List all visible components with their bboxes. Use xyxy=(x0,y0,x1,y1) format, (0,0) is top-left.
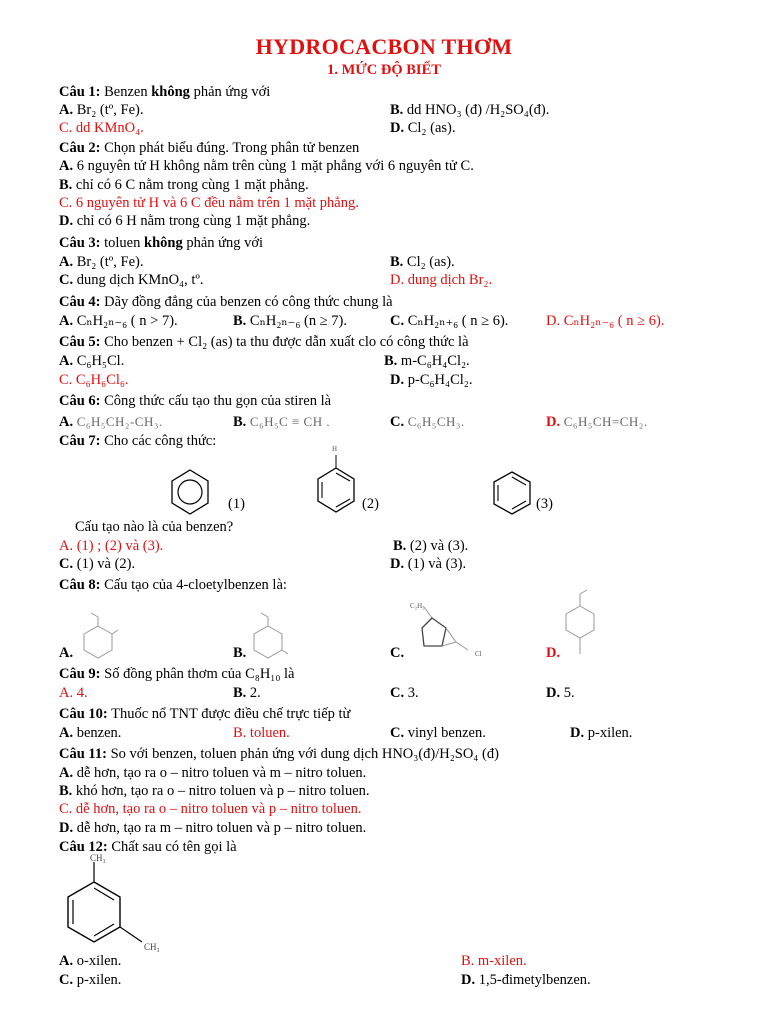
q9-option-d: D. 5. xyxy=(546,685,575,701)
q9-option-a-answer: A. 4. xyxy=(59,685,88,701)
q8-c-chloro-label: Cl xyxy=(475,650,482,658)
q1-option-d: D. Cl₂ (as). xyxy=(390,120,456,136)
q6-option-a: A. C₆H₅CH₂-CH₃. xyxy=(59,414,163,430)
q1-option-c-answer: C. dd KMnO₄. xyxy=(59,120,144,136)
page-title: HYDROCACBON THƠM xyxy=(255,34,513,59)
q7-option-c: C. (1) và (2). xyxy=(59,556,136,572)
q8-option-c: C. xyxy=(390,645,405,661)
q9-option-b: B. 2. xyxy=(233,685,261,701)
question-7: Câu 7: Cho các công thức: xyxy=(59,433,217,449)
benzene-structure-3 xyxy=(490,470,534,516)
benzene-structure-1 xyxy=(168,468,212,516)
q1-stem-pre: Benzen xyxy=(104,84,152,100)
question-4: Câu 4: Dãy đồng đẳng của benzen có công thức chung là xyxy=(59,294,393,310)
q5-option-d: D. p-C₆H₄Cl₂. xyxy=(390,372,473,388)
q8-option-b: B. xyxy=(233,645,247,661)
formula-3-label: (3) xyxy=(536,496,553,512)
q2-option-d: D. chỉ có 6 H nằm trong cùng 1 mặt phẳng. xyxy=(59,213,311,229)
q10-option-c: C. vinyl benzen. xyxy=(390,725,486,741)
q4-option-d-answer: D. CₙH₂ₙ₋₆ ( n ≥ 6). xyxy=(546,313,665,329)
q5-option-a: A. C₆H₅Cl. xyxy=(59,353,125,369)
q5-option-b: B. m-C₆H₄Cl₂. xyxy=(384,353,470,369)
q12-option-a: A. o-xilen. xyxy=(59,953,122,969)
question-9: Câu 9: Số đồng phân thơm của C₈H₁₀ là xyxy=(59,666,295,682)
q8-structure-d-answer xyxy=(560,592,600,662)
question-10: Câu 10: Thuốc nổ TNT được điều chế trực tiếp từ xyxy=(59,706,351,722)
q11-option-b: B. khó hơn, tạo ra o – nitro toluen và p – nitro toluen. xyxy=(59,783,370,799)
question-8: Câu 8: Cấu tạo của 4-cloetylbenzen là: xyxy=(59,577,287,593)
q1-stem-bold: không xyxy=(151,84,190,100)
q5-option-c-answer: C. C₆H₆Cl₆. xyxy=(59,372,129,388)
q7-option-a-answer: A. (1) ; (2) và (3). xyxy=(59,538,164,554)
q3-option-c: C. dung dịch KMnO₄, tº. xyxy=(59,272,204,288)
question-11: Câu 11: So với benzen, toluen phản ứng với dung dịch HNO₃(đ)/H₂SO₄ (đ) xyxy=(59,746,499,762)
q2-option-c-answer: C. 6 nguyên tử H và 6 C đều nằm trên 1 mặt phẳng. xyxy=(59,195,359,211)
q2-option-a: A. 6 nguyên tử H không nằm trên cùng 1 mặt phẳng với 6 nguyên tử C. xyxy=(59,158,474,174)
q3-option-a: A. Br₂ (tº, Fe). xyxy=(59,254,144,270)
q12-option-b-answer: B. m-xilen. xyxy=(461,953,527,969)
question-3: Câu 3: toluen không phản ứng với xyxy=(59,235,264,251)
q11-option-c-answer: C. dễ hơn, tạo ra o – nitro toluen và p – nitro toluen. xyxy=(59,801,362,817)
q6-option-c: C. C₆H₅CH₃. xyxy=(390,414,465,430)
question-5: Câu 5: Cho benzen + Cl₂ (as) ta thu được dẫn xuất clo có công thức là xyxy=(59,334,469,350)
question-2: Câu 2: Chọn phát biểu đúng. Trong phân tử benzen xyxy=(59,140,360,156)
section-subtitle: 1. MỨC ĐỘ BIẾT xyxy=(327,62,441,78)
q4-option-a: A. CₙH₂ₙ₋₆ ( n > 7). xyxy=(59,313,178,329)
benzene-structure-2 xyxy=(314,452,358,514)
q8-c-ethyl-label: C₂H₅ xyxy=(410,602,425,610)
q12-top-methyl-label: CH₃ xyxy=(90,853,106,863)
q11-option-a: A. dễ hơn, tạo ra o – nitro toluen và m – nitro toluen. xyxy=(59,765,367,781)
q12-option-c: C. p-xilen. xyxy=(59,972,122,988)
q1-option-b: B. dd HNO₃ (đ) /H₂SO₄(đ). xyxy=(390,102,550,118)
q1-number: Câu 1: xyxy=(59,84,101,100)
q10-option-d: D. p-xilen. xyxy=(570,725,633,741)
q10-option-a: A. benzen. xyxy=(59,725,122,741)
q11-option-d: D. dễ hơn, tạo ra m – nitro toluen và p – nitro toluen. xyxy=(59,820,367,836)
q10-option-b-answer: B. toluen. xyxy=(233,725,290,741)
q3-option-d-answer: D. dung dịch Br₂. xyxy=(390,272,493,288)
q8-option-d: D. xyxy=(546,645,561,661)
q12-side-methyl-label: CH₃ xyxy=(144,942,160,952)
q4-option-b: B. CₙH₂ₙ₋₆ (n ≥ 7). xyxy=(233,313,347,329)
question-1 xyxy=(59,84,270,101)
q8-structure-a xyxy=(78,612,122,662)
q9-option-c: C. 3. xyxy=(390,685,419,701)
q3-option-b: B. Cl₂ (as). xyxy=(390,254,455,270)
question-12: Câu 12: Chất sau có tên gọi là xyxy=(59,839,237,855)
q6-option-b: B. C₆H₅C ≡ CH . xyxy=(233,414,331,430)
q12-option-d: D. 1,5-đimetylbenzen. xyxy=(461,972,591,988)
q8-option-a: A. xyxy=(59,645,74,661)
q2-option-b: B. chỉ có 6 C nằm trong cùng 1 mặt phẳng. xyxy=(59,177,309,193)
h-substituent-label: H xyxy=(332,445,338,453)
q7-ask: Cấu tạo nào là của benzen? xyxy=(75,519,234,535)
question-6: Câu 6: Công thức cấu tạo thu gọn của stiren là xyxy=(59,393,332,409)
q8-structure-b xyxy=(250,612,294,662)
formula-2-label: (2) xyxy=(362,496,379,512)
q1-option-a: A. Br₂ (tº, Fe). xyxy=(59,102,144,118)
q1-stem-post: phản ứng với xyxy=(189,84,271,100)
formula-1-label: (1) xyxy=(228,496,245,512)
q6-option-d: D. C₆H₅CH=CH₂. xyxy=(546,414,648,430)
q7-option-d: D. (1) và (3). xyxy=(390,556,467,572)
q7-option-b: B. (2) và (3). xyxy=(393,538,469,554)
q4-option-c: C. CₙH₂ₙ₊₆ ( n ≥ 6). xyxy=(390,313,509,329)
